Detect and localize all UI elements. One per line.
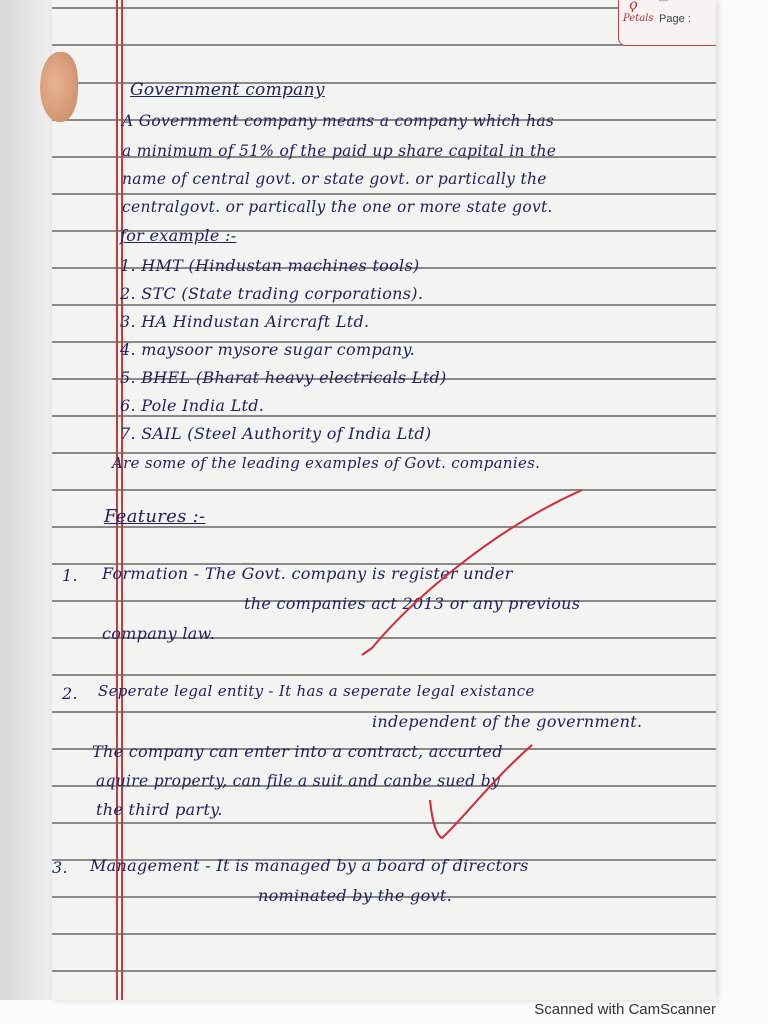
finger-photo-artifact	[40, 52, 78, 122]
page-edge-shadow	[0, 0, 52, 1000]
definition-line: centralgovt. or partically the one or more state govt.	[122, 198, 553, 216]
example-item: 5. BHEL (Bharat heavy electricals Ltd)	[120, 368, 447, 387]
margin-line-left	[116, 0, 118, 1000]
feature-line: the third party.	[96, 800, 223, 819]
date-label: —	[659, 0, 668, 5]
example-item: 4. maysoor mysore sugar company.	[120, 340, 416, 359]
feature-line: company law.	[102, 624, 216, 643]
brand-logo-icon: ϙ	[629, 0, 638, 13]
page-header-box	[618, 0, 716, 46]
notebook-page	[52, 0, 716, 1000]
definition-line: A Government company means a company which has	[122, 112, 555, 130]
page-title: Government company	[130, 80, 325, 100]
example-item: 3. HA Hindustan Aircraft Ltd.	[120, 312, 370, 331]
examples-heading: for example :-	[120, 226, 237, 245]
definition-line: name of central govt. or state govt. or partically the	[122, 170, 547, 188]
feature-number: 2.	[62, 684, 78, 703]
feature-line: Formation - The Govt. company is register under	[102, 564, 513, 583]
feature-line: the companies act 2013 or any previous	[244, 594, 581, 613]
feature-line: The company can enter into a contract, accurted	[92, 742, 503, 761]
example-item: 1. HMT (Hindustan machines tools)	[120, 256, 420, 275]
feature-line: Seperate legal entity - It has a seperate legal existance	[98, 682, 535, 700]
definition-line: a minimum of 51% of the paid up share capital in the	[122, 142, 557, 160]
scanner-watermark: Scanned with CamScanner	[534, 1001, 716, 1018]
feature-number: 3.	[52, 858, 68, 877]
feature-line: aquire property, can file a suit and canbe sued by	[96, 772, 500, 790]
example-item: 2. STC (State trading corporations).	[120, 284, 424, 303]
red-tick-mark-icon	[352, 480, 612, 680]
example-item: 6. Pole India Ltd.	[120, 396, 265, 415]
feature-line: Management - It is managed by a board of directors	[90, 856, 529, 875]
red-tick-mark-icon	[422, 740, 542, 850]
feature-number: 1.	[62, 566, 78, 585]
feature-line: independent of the government.	[372, 712, 643, 731]
feature-line: nominated by the govt.	[258, 886, 452, 905]
page-label: Page :	[659, 13, 691, 25]
brand-name: Petals	[623, 13, 654, 24]
example-item: 7. SAIL (Steel Authority of India Ltd)	[120, 424, 432, 443]
features-heading: Features :-	[104, 506, 206, 527]
examples-conclusion: Are some of the leading examples of Govt. companies.	[112, 454, 541, 472]
